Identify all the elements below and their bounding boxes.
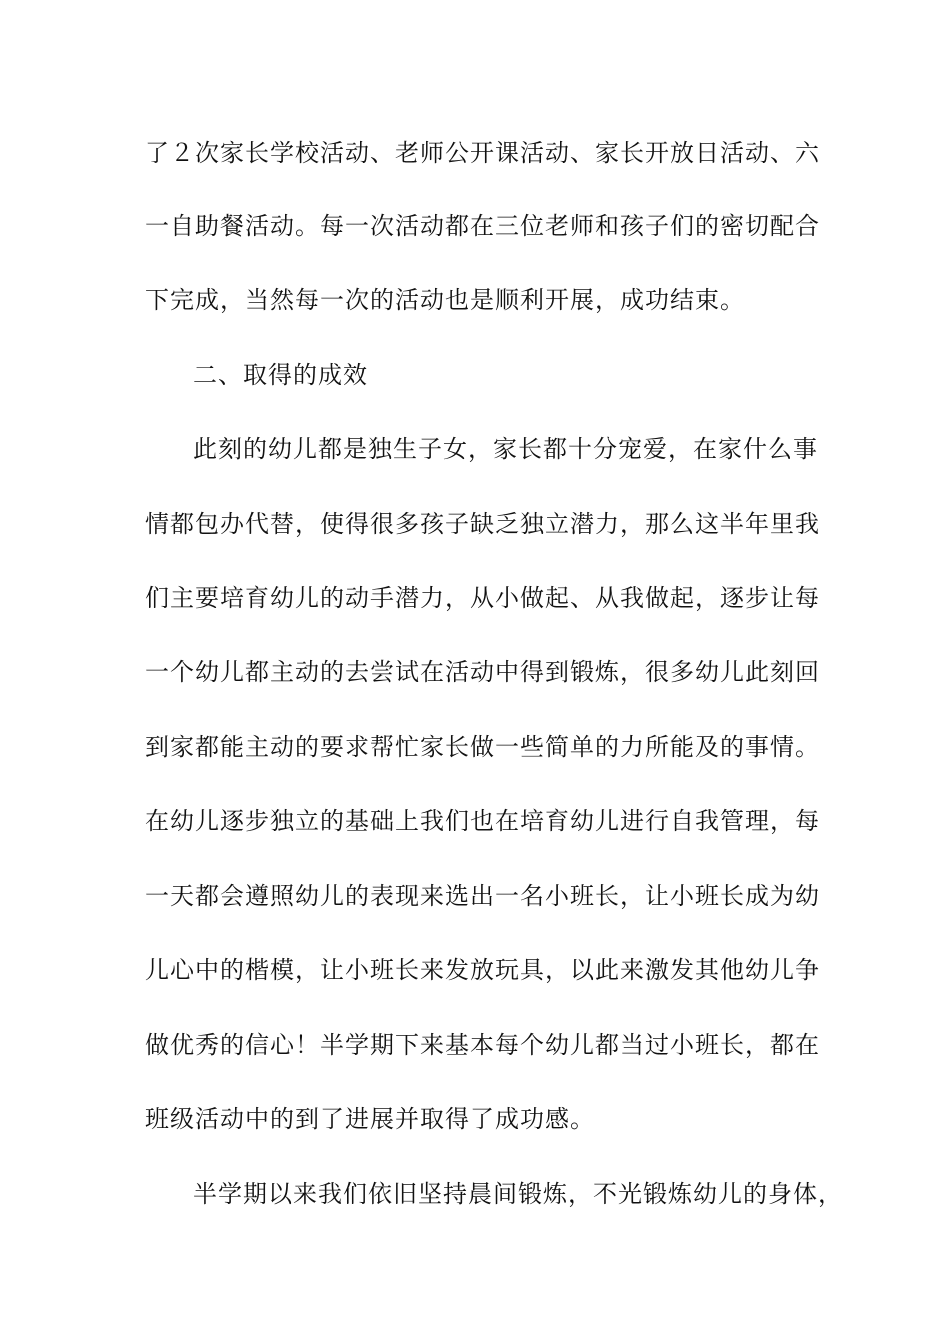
text-line: 一自助餐活动。每一次活动都在三位老师和孩子们的密切配合 [145, 212, 820, 240]
text-line: 到家都能主动的要求帮忙家长做一些简单的力所能及的事情。 [145, 733, 820, 761]
text-line: 一天都会遵照幼儿的表现来选出一名小班长，让小班长成为幼 [145, 882, 820, 910]
text-line: 此刻的幼儿都是独生子女，家长都十分宠爱，在家什么事 [193, 435, 818, 463]
text-line: 儿心中的楷模，让小班长来发放玩具，以此来激发其他幼儿争 [145, 956, 820, 984]
text-line: 一个幼儿都主动的去尝试在活动中得到锻炼，很多幼儿此刻回 [145, 658, 820, 686]
text-line: 下完成，当然每一次的活动也是顺利开展，成功结束。 [145, 286, 745, 314]
text-line: 做优秀的信心！半学期下来基本每个幼儿都当过小班长，都在 [145, 1031, 820, 1059]
section-heading: 二、取得的成效 [193, 361, 368, 389]
text-line: 们主要培育幼儿的动手潜力，从小做起、从我做起，逐步让每 [145, 584, 820, 612]
text-line: 情都包办代替，使得很多孩子缺乏独立潜力，那么这半年里我 [145, 510, 820, 538]
text-line: 在幼儿逐步独立的基础上我们也在培育幼儿进行自我管理，每 [145, 807, 820, 835]
text-line: 班级活动中的到了进展并取得了成功感。 [145, 1105, 595, 1133]
text-line: 了２次家长学校活动、老师公开课活动、家长开放日活动、六 [145, 139, 820, 167]
text-line: 半学期以来我们依旧坚持晨间锻炼，不光锻炼幼儿的身体， [193, 1180, 843, 1208]
